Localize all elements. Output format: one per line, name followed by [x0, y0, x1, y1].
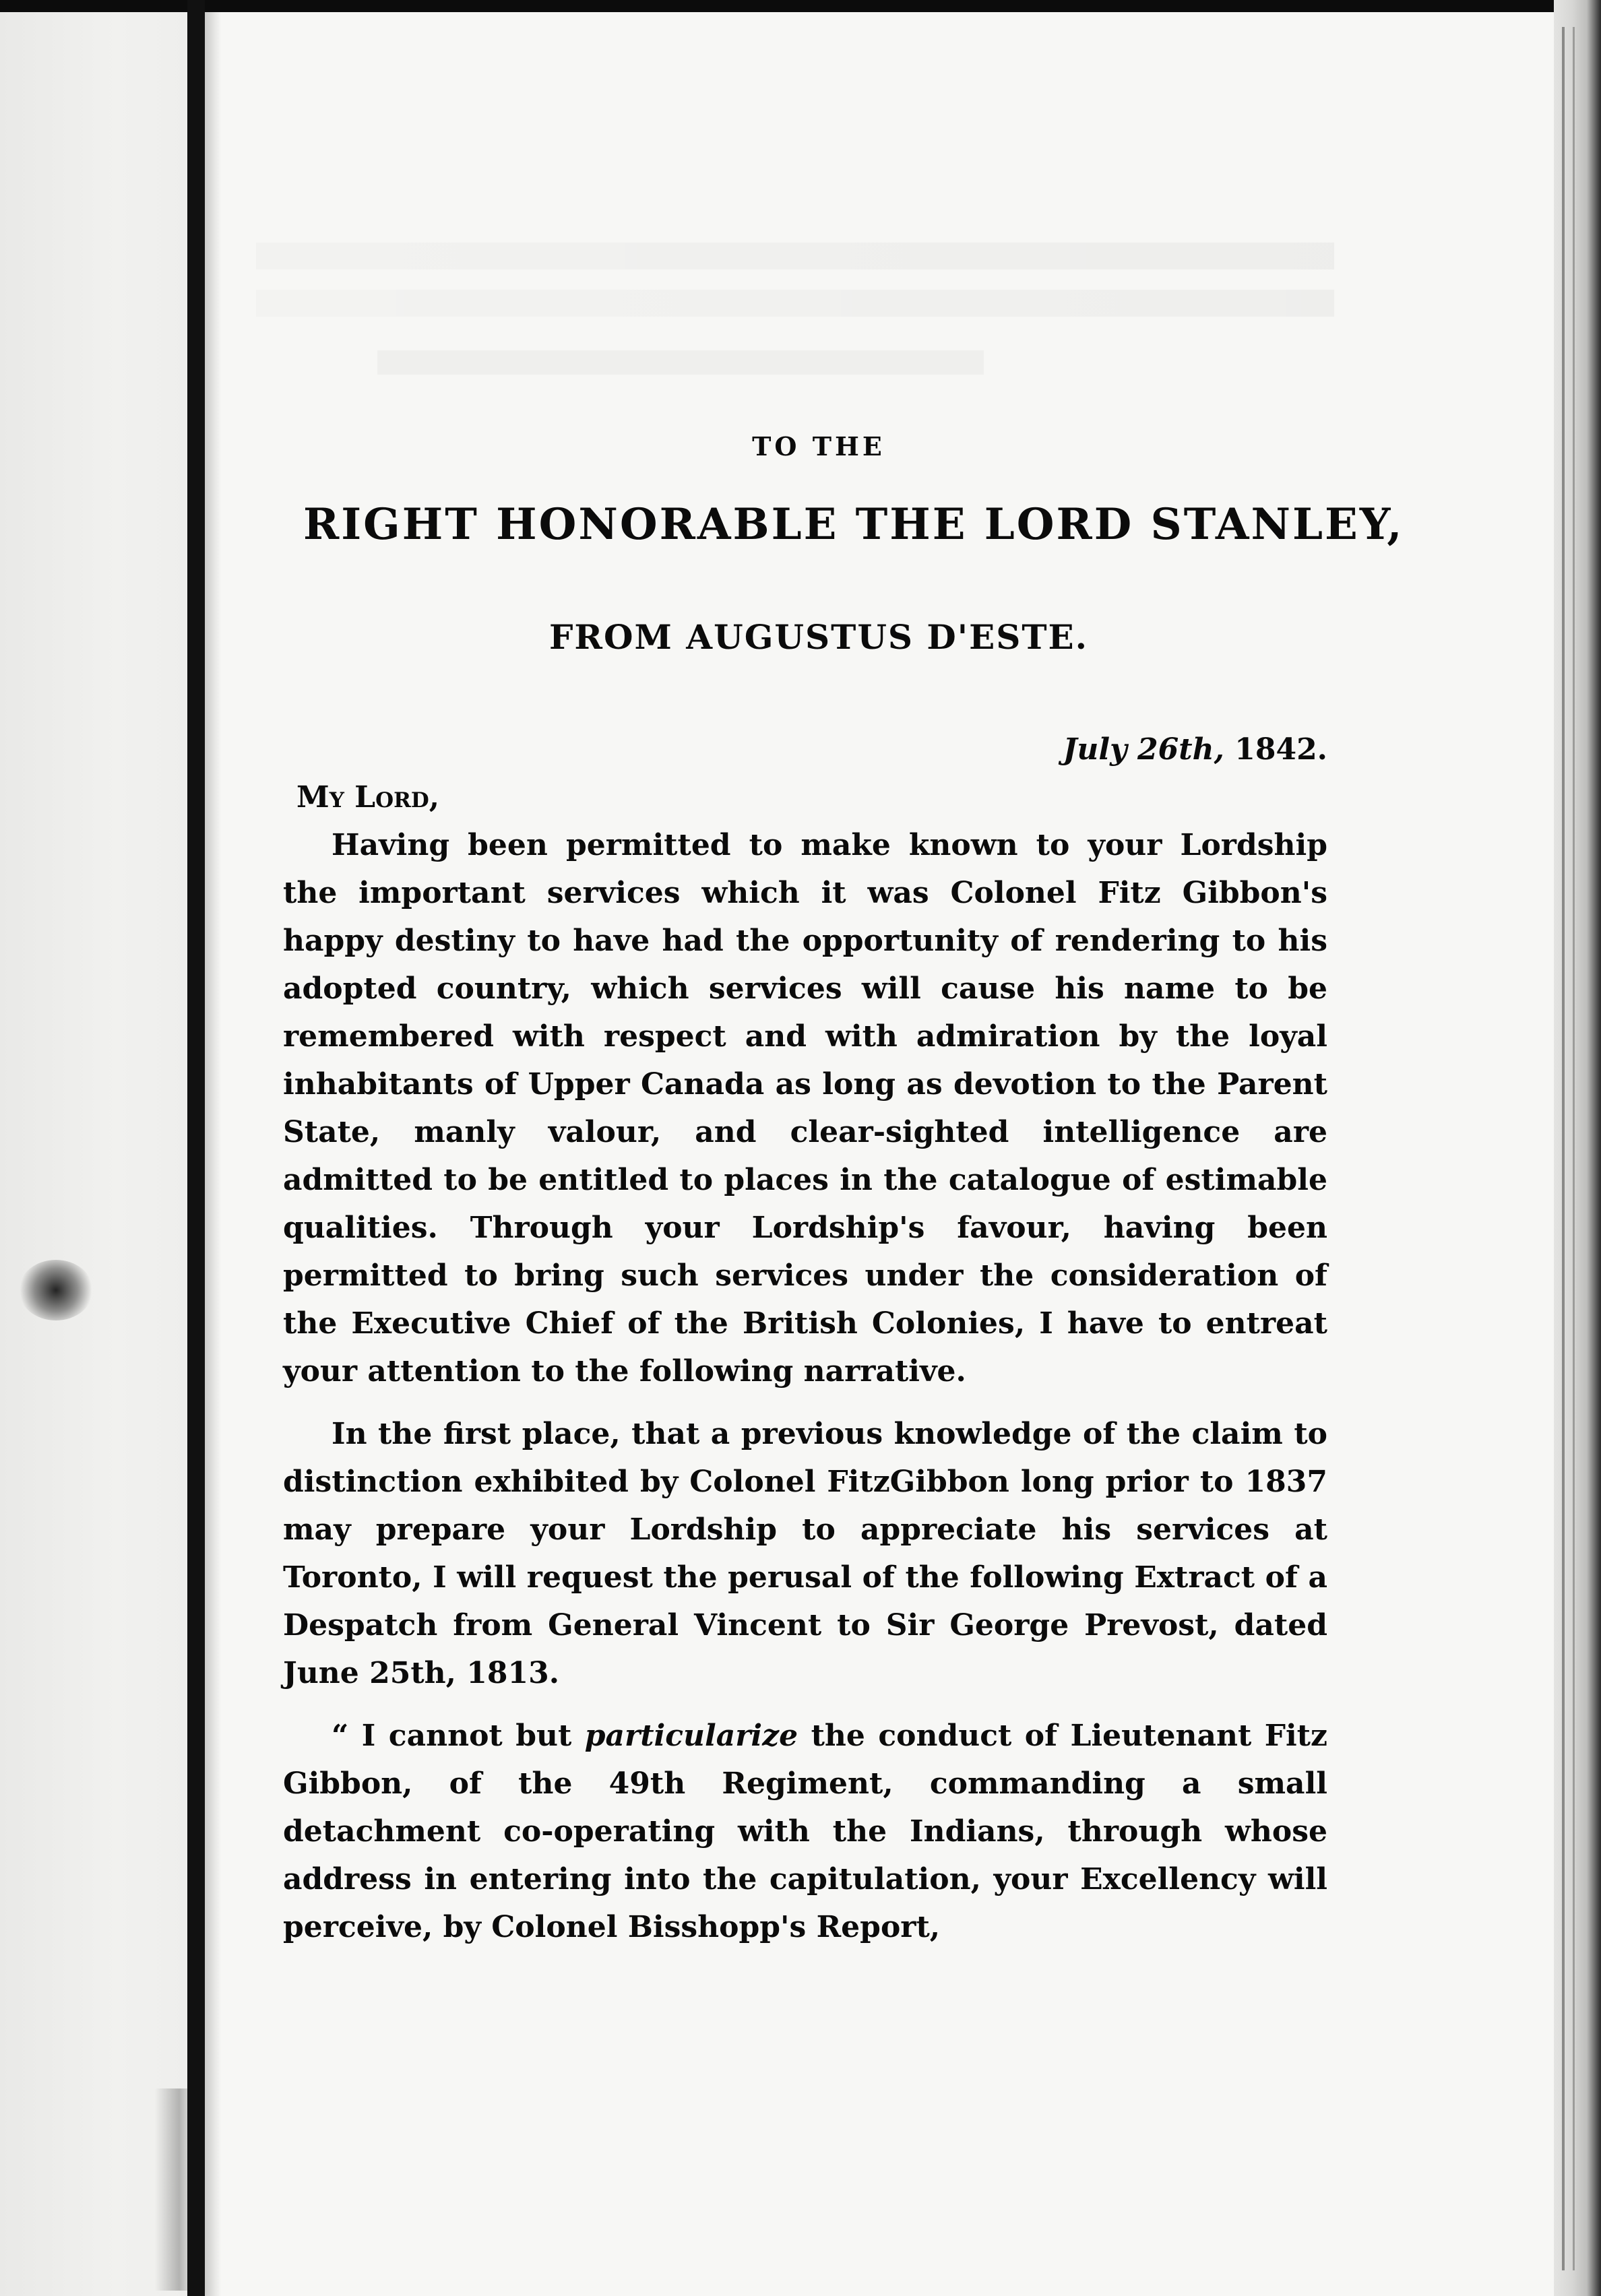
salutation: My Lord,: [296, 780, 440, 815]
page-stack-edge: [1554, 0, 1601, 2296]
scan-top-edge: [0, 0, 1601, 12]
quote-emphasis: particularize: [584, 1719, 798, 1753]
paragraph-2: In the first place, that a previous knowledge of the claim to distinction exhibited by Colonel FitzGibbon long prior to 1837 may prepare your Lordship to appreciate his services at Toronto, I will request the perusal of the following Extract of a Despatch from General Vincent to Sir George Prevost, dated June 25th, 1813.: [283, 1417, 1327, 1690]
paragraph-1: Having been permitted to make known to your Lordship the important services which it was Colonel Fitz Gibbon's happy destiny to have had the opportunity of rendering to his adopted country, which services will cause his name to be remembered with respect and with admiration by the loyal inhabitants of Upper Canada as long as devotion to the Parent State, manly valour, and clear-sighted intelligence are admitted to be entitled to places in the catalogue of estimable qualities. Through your Lordship's favour, having been permitted to bring such services under the consideration of the Executive Chief of the British Colonies, I have to entreat your attention to the following narrative.: [283, 828, 1327, 1389]
ink-blot: [19, 1260, 93, 1320]
binding-gutter: [187, 0, 205, 2296]
page-edge-line: [1573, 27, 1575, 2270]
quote-text-start: “ I cannot but: [332, 1719, 585, 1753]
page-edge-line: [1562, 27, 1565, 2270]
date-month-day: July 26th,: [1063, 732, 1224, 767]
show-through-band: [256, 290, 1334, 317]
show-through-band: [377, 350, 984, 375]
gutter-shadow: [205, 12, 221, 2296]
letter-date: [283, 732, 1327, 767]
dedication-page: [283, 431, 1404, 1966]
sender-heading: FROM AUGUSTUS D'ESTE.: [548, 617, 1089, 657]
facing-page-margin: [0, 12, 194, 2296]
date-year: 1842.: [1234, 732, 1327, 767]
recipient-heading: RIGHT HONORABLE THE LORD STANLEY,: [303, 499, 1404, 550]
paragraph-3-quote: [283, 1712, 1327, 1951]
quote-text-rest: the conduct of Lieutenant Fitz Gibbon, of the 49th Regiment, commanding a small detachment co-operating with the Indians, through whose address in entering into the capitulation, your Excellency will perceive, by Colonel Bisshopp's Report,: [283, 1719, 1327, 1944]
to-the-line: TO THE: [752, 431, 885, 461]
show-through-band: [256, 243, 1334, 269]
